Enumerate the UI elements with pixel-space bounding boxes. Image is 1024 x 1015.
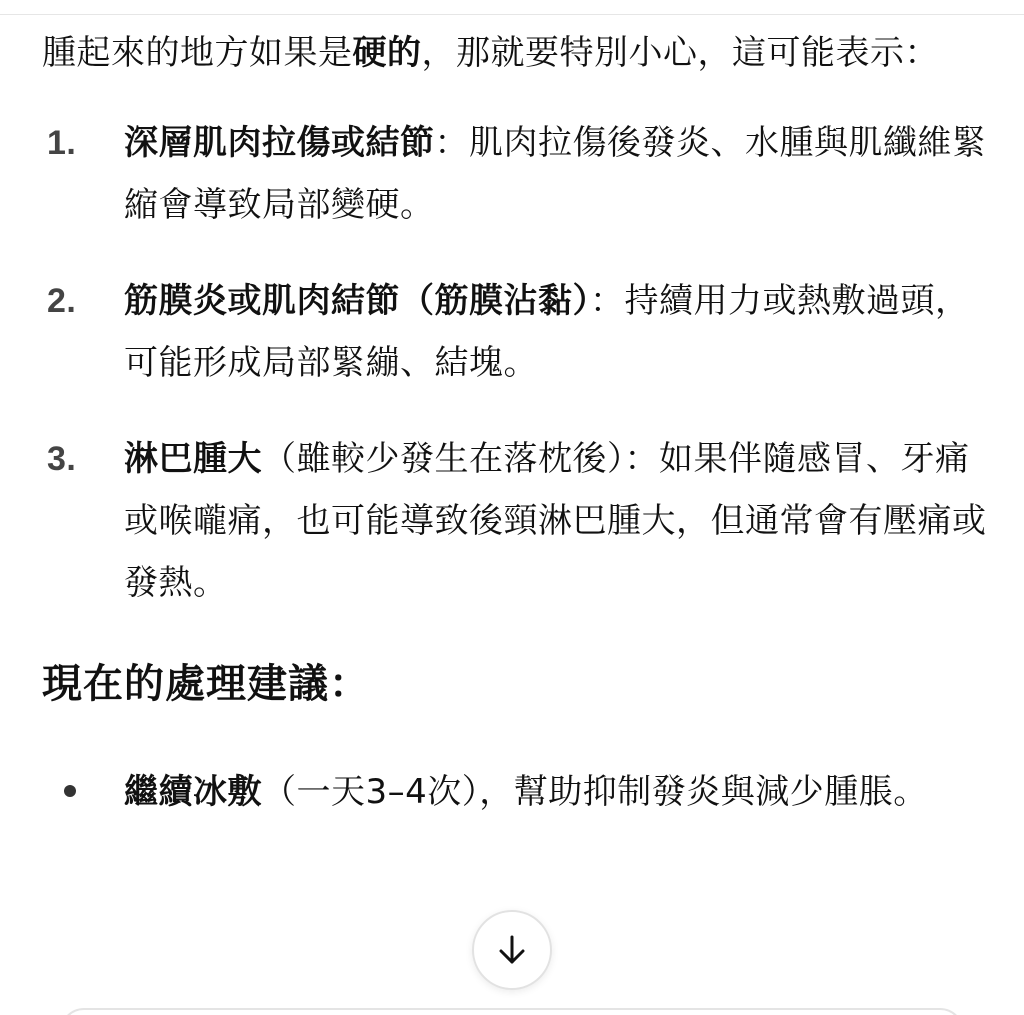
scroll-to-bottom-button[interactable] (472, 910, 552, 990)
intro-text-after: ，那就要特別小心，這可能表示： (421, 33, 939, 73)
list-item (42, 752, 992, 832)
list-number: 1. (47, 124, 77, 162)
intro-paragraph (42, 18, 982, 88)
section-heading: 現在的處理建議： (42, 661, 370, 707)
suggestions-list (42, 752, 992, 832)
list-item-text: ：肌肉拉傷後發炎、水腫與肌纖維緊縮會導致局部變硬。 (124, 123, 987, 225)
bullet-icon (64, 785, 76, 797)
list-item-text: ：持續用力或熱敷過頭，可能形成局部緊繃、結塊。 (124, 281, 970, 383)
intro-text-before: 腫起來的地方如果是 (42, 33, 353, 73)
composer-top-edge (60, 1008, 964, 1015)
message-content (42, 18, 992, 832)
list-number: 2. (47, 282, 77, 320)
list-item-title: 筋膜炎或肌肉結節（筋膜沾黏） (124, 281, 590, 321)
list-item-text: （一天3–4次），幫助抑制發炎與減少腫脹。 (262, 772, 928, 812)
causes-list (42, 112, 992, 614)
list-item-text: （雖較少發生在落枕後）：如果伴隨感冒、牙痛或喉嚨痛，也可能導致後頸淋巴腫大，但通常會有壓痛或發熱。 (124, 439, 987, 603)
list-item (42, 270, 992, 394)
arrow-down-icon (494, 932, 530, 968)
list-number: 3. (47, 440, 77, 478)
list-item-title: 繼續冰敷 (124, 772, 262, 812)
list-item-title: 淋巴腫大 (124, 439, 262, 479)
list-item (42, 428, 992, 614)
top-divider (0, 14, 1024, 15)
list-item-title: 深層肌肉拉傷或結節 (124, 123, 435, 163)
list-item (42, 112, 992, 236)
intro-bold-text: 硬的 (352, 33, 422, 73)
